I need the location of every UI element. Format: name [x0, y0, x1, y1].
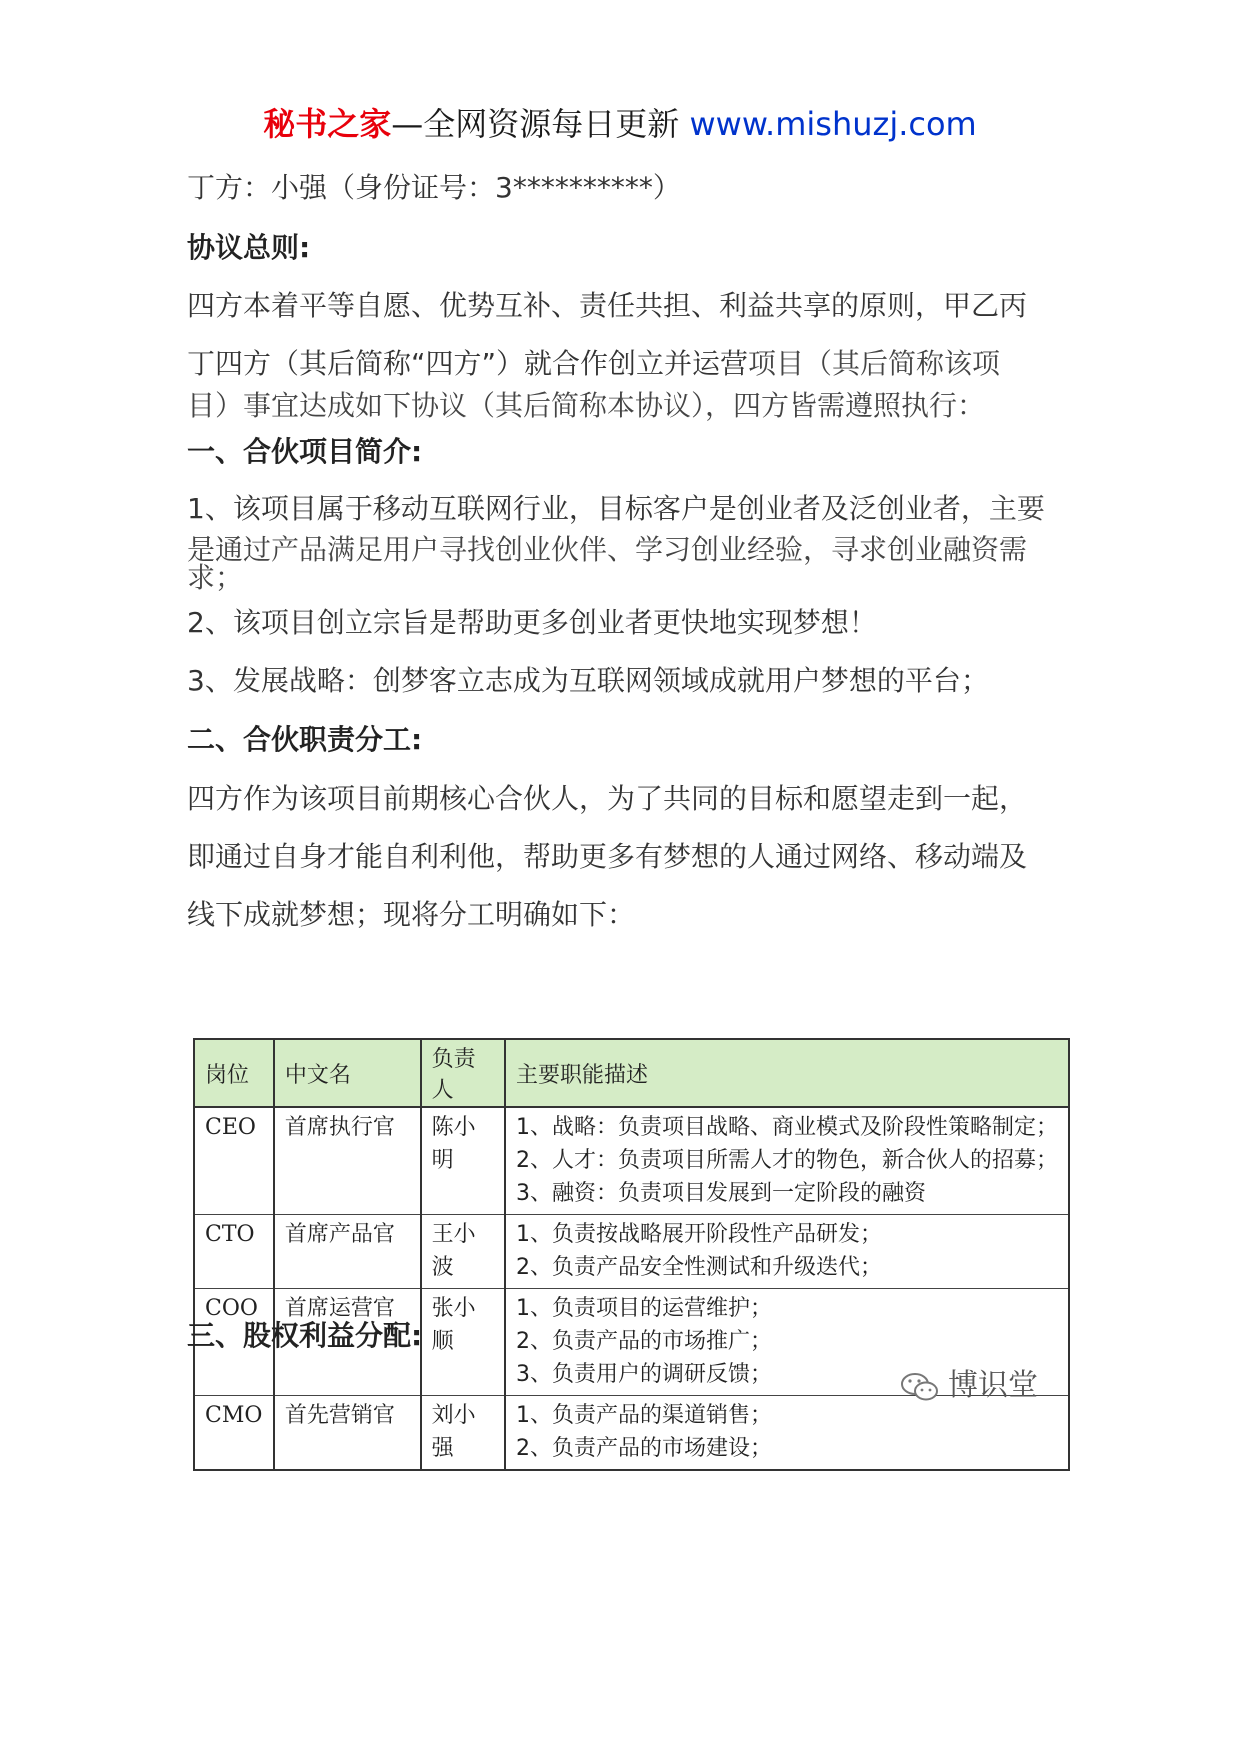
wechat-watermark [900, 1360, 1038, 1404]
role-code: COO [194, 1289, 274, 1396]
column-header-chinese-name: 中文名 [274, 1039, 421, 1107]
wechat-icon [900, 1371, 940, 1403]
section-2-heading: 二、合伙职责分工: [187, 723, 423, 756]
duty-item: 1、负责产品的渠道销售； [516, 1403, 772, 1428]
header-slogan: —全网资源每日更新 [391, 105, 680, 143]
role-title: 首席运营官 [274, 1289, 421, 1396]
role-code: CEO [194, 1107, 274, 1215]
role-duties [505, 1107, 1069, 1215]
section-1-item-1a: 1、该项目属于移动互联网行业，目标客户是创业者及泛创业者， [187, 492, 989, 525]
general-paragraph-line-1: 四方本着平等自愿、优势互补、责任共担、利益共享的原则，甲乙丙 [187, 289, 1028, 322]
section-3-heading: 三、股权利益分配: [187, 1319, 423, 1352]
section-1-item-1b: 主要 [988, 492, 1045, 525]
role-title: 首席执行官 [274, 1107, 421, 1215]
table-row [194, 1215, 1069, 1289]
duty-item: 2、负责产品的市场推广； [516, 1329, 772, 1354]
column-header-duties: 主要职能描述 [505, 1039, 1069, 1107]
duty-item: 1、负责项目的运营维护； [516, 1296, 772, 1321]
section-1-item-2: 2、该项目创立宗旨是帮助更多创业者更快地实现梦想！ [187, 606, 877, 639]
role-person: 张小顺 [421, 1289, 505, 1396]
section-2-paragraph-line-3: 线下成就梦想；现将分工明确如下： [187, 898, 636, 931]
duty-item: 1、负责按战略展开阶段性产品研发； [516, 1222, 882, 1247]
role-person: 刘小强 [421, 1396, 505, 1471]
role-title: 首席产品官 [274, 1215, 421, 1289]
role-code: CMO [194, 1396, 274, 1471]
section-1-heading: 一、合伙项目简介: [187, 435, 423, 468]
general-paragraph-line-2a: 丁四方（其后简称“四方”）就合作创立并运营 [187, 347, 749, 380]
duty-item: 2、负责产品安全性测试和升级迭代； [516, 1255, 882, 1280]
duty-item: 2、负责产品的市场建设； [516, 1436, 772, 1461]
page-header [0, 102, 1240, 146]
role-person: 王小波 [421, 1215, 505, 1289]
table-header-row [194, 1039, 1069, 1107]
section-1-item-3: 3、发展战略：创梦客立志成为互联网领域成就用户梦想的平台； [187, 664, 989, 697]
role-title: 首先营销官 [274, 1396, 421, 1471]
column-header-person: 负责人 [421, 1039, 505, 1107]
general-heading: 协议总则: [187, 231, 311, 264]
section-1-item-1d: 求； [187, 561, 244, 594]
role-duties [505, 1396, 1069, 1471]
role-code: CTO [194, 1215, 274, 1289]
duty-item: 3、融资：负责项目发展到一定阶段的融资 [516, 1181, 926, 1206]
watermark-text: 博识堂 [948, 1368, 1038, 1403]
table-row [194, 1107, 1069, 1215]
general-paragraph-line-2b: 项目（其后简称该项 [748, 347, 1001, 380]
general-paragraph-line-3: 目）事宜达成如下协议（其后简称本协议），四方皆需遵照执行： [187, 389, 986, 422]
duty-item: 1、战略：负责项目战略、商业模式及阶段性策略制定； [516, 1115, 1058, 1140]
section-1-item-1c: 是通过产品满足用户寻找创业伙伴、学习创业经验，寻求创业融资需 [187, 533, 1028, 566]
roles-table [193, 1038, 1070, 1471]
site-url-link[interactable]: www.mishuzj.com [689, 105, 977, 143]
duty-item: 2、人才：负责项目所需人才的物色，新合伙人的招募； [516, 1148, 1058, 1173]
brand-name: 秘书之家 [263, 105, 392, 143]
party-d-line: 丁方：小强（身份证号：3**********） [187, 171, 681, 204]
role-duties [505, 1215, 1069, 1289]
section-2-paragraph-line-2: 即通过自身才能自利利他，帮助更多有梦想的人通过网络、移动端及 [187, 840, 1028, 873]
table-row [194, 1396, 1069, 1471]
general-paragraph-line-2 [187, 344, 1000, 384]
role-person: 陈小明 [421, 1107, 505, 1215]
section-2-paragraph-line-1: 四方作为该项目前期核心合伙人，为了共同的目标和愿望走到一起， [187, 782, 1028, 815]
section-1-item-1 [187, 489, 1045, 529]
column-header-position: 岗位 [194, 1039, 274, 1107]
duty-item: 3、负责用户的调研反馈； [516, 1362, 772, 1387]
